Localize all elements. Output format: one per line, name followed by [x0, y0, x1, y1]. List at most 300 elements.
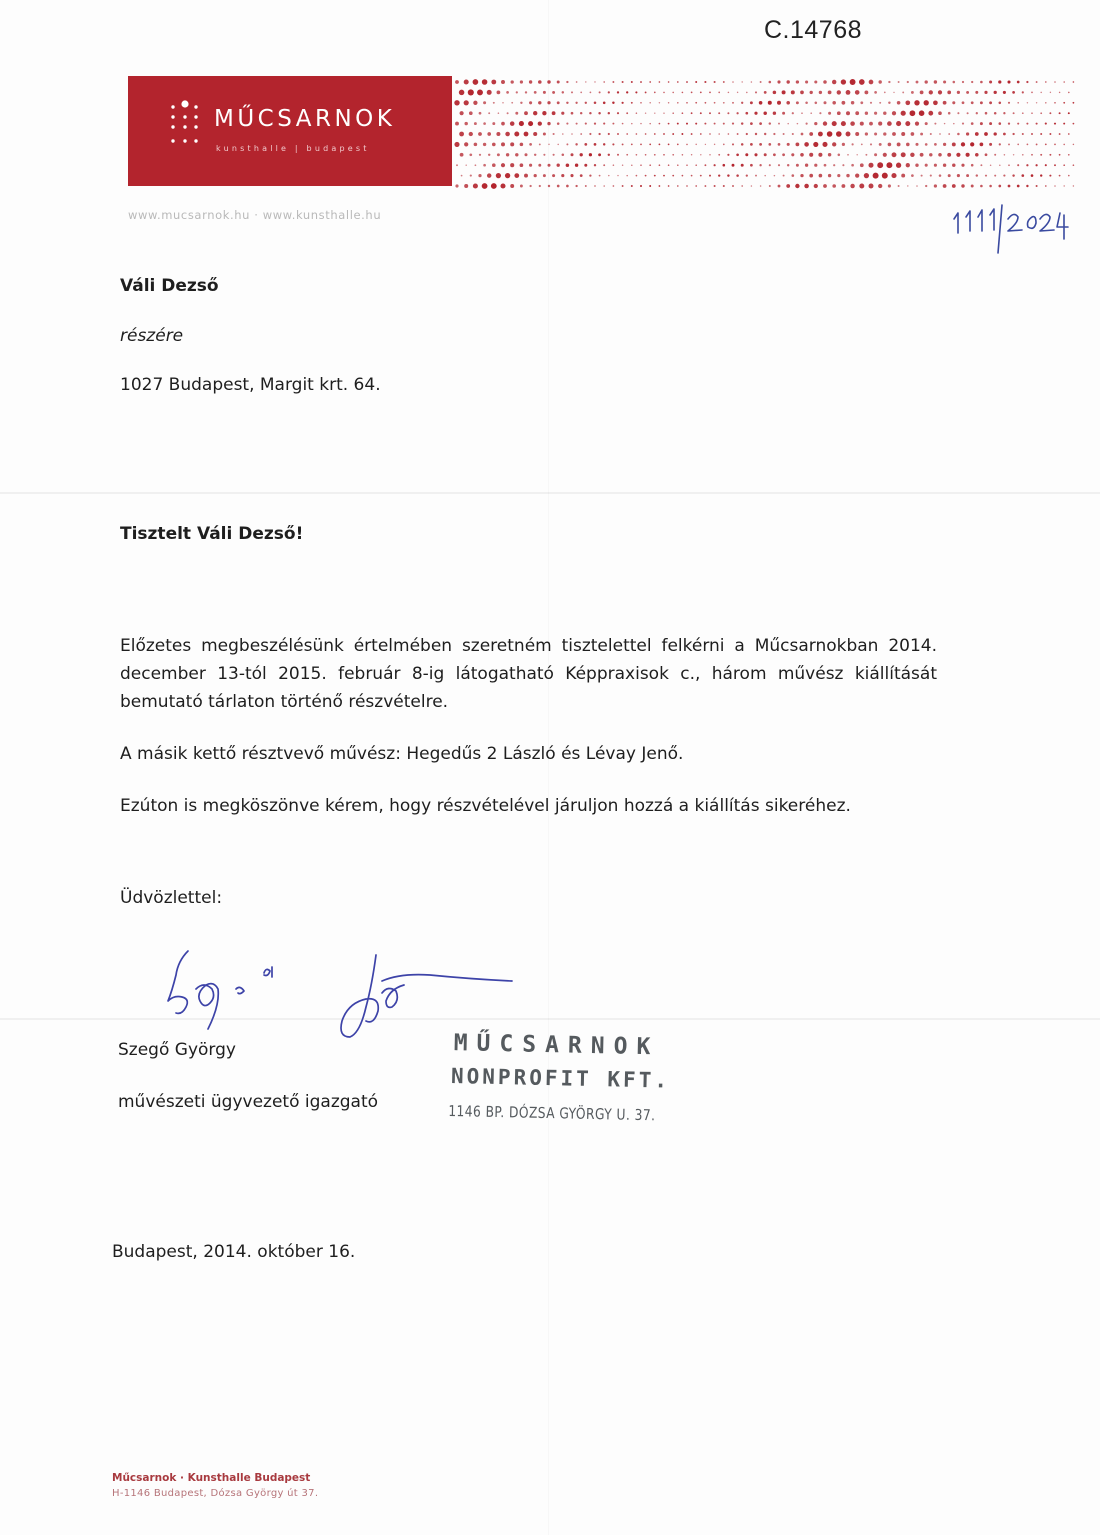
- halftone-dot: [841, 121, 846, 126]
- halftone-dot: [488, 154, 490, 156]
- halftone-dot: [1003, 91, 1006, 94]
- halftone-dot: [608, 175, 609, 176]
- halftone-dot: [547, 80, 550, 83]
- halftone-dot: [943, 80, 946, 83]
- halftone-dot: [906, 163, 910, 167]
- halftone-dot: [888, 81, 890, 83]
- halftone-dot: [1007, 80, 1010, 83]
- halftone-dot: [677, 164, 679, 166]
- halftone-dot: [612, 81, 614, 83]
- halftone-dot: [901, 152, 906, 157]
- halftone-dot: [952, 101, 955, 104]
- halftone-dot: [888, 143, 892, 147]
- halftone-dot: [510, 121, 515, 126]
- halftone-dot: [976, 174, 978, 176]
- halftone-dot: [751, 81, 753, 83]
- halftone-dot: [487, 173, 491, 177]
- halftone-dot: [966, 132, 969, 135]
- body-paragraph-1: Előzetes megbeszélésünk értelmében szeretném tisztelettel felkérni a Műcsarnokban 2014. december 13-tól 2015. február 8-ig látogatható Képpraxisok c., három művész kiállítását bemutató tárlaton történő részvételre.: [120, 636, 937, 712]
- halftone-dot: [809, 153, 813, 157]
- halftone-dot: [838, 154, 841, 157]
- halftone-dot: [640, 185, 642, 187]
- halftone-dot: [824, 101, 827, 104]
- halftone-dot: [1054, 185, 1056, 187]
- letter-date: Budapest, 2014. október 16.: [112, 1242, 356, 1262]
- halftone-dot: [750, 122, 753, 125]
- halftone-dot: [465, 164, 466, 165]
- halftone-dot: [837, 90, 841, 94]
- halftone-dot: [474, 143, 478, 147]
- halftone-dot: [469, 132, 473, 136]
- halftone-dot: [654, 113, 655, 114]
- halftone-dot: [525, 91, 527, 93]
- halftone-dot: [919, 110, 925, 116]
- halftone-dot: [557, 144, 559, 146]
- halftone-dot: [547, 122, 550, 125]
- halftone-dot: [654, 175, 656, 177]
- halftone-dot: [746, 92, 748, 94]
- halftone-dot: [874, 91, 877, 94]
- halftone-dot: [947, 91, 951, 95]
- halftone-dot: [855, 173, 859, 177]
- halftone-dot: [823, 184, 827, 188]
- halftone-dot: [538, 121, 542, 125]
- halftone-dot: [659, 185, 661, 187]
- halftone-dot: [603, 185, 605, 187]
- halftone-dot: [759, 143, 762, 146]
- halftone-dot: [1045, 123, 1047, 125]
- halftone-dot: [878, 184, 882, 188]
- halftone-dot: [691, 92, 693, 94]
- halftone-dot: [686, 81, 688, 83]
- halftone-dot: [901, 174, 905, 178]
- halftone-dot: [677, 123, 679, 125]
- halftone-dot: [649, 185, 651, 187]
- halftone-dot: [971, 185, 974, 188]
- halftone-dot: [925, 185, 927, 187]
- halftone-dot: [864, 90, 868, 94]
- halftone-dot: [1054, 164, 1056, 166]
- halftone-dot: [723, 144, 725, 146]
- halftone-dot: [1031, 133, 1033, 135]
- halftone-dot: [999, 143, 1001, 145]
- halftone-dot: [818, 153, 822, 157]
- halftone-dot: [464, 142, 468, 146]
- halftone-dot: [911, 174, 914, 177]
- halftone-dot: [668, 185, 670, 187]
- halftone-dot: [930, 133, 932, 135]
- halftone-dot: [594, 102, 597, 105]
- halftone-dot: [827, 131, 833, 137]
- halftone-dot: [1022, 91, 1024, 93]
- halftone-dot: [562, 91, 564, 93]
- halftone-dot: [557, 101, 560, 104]
- handwritten-reference-number: [940, 195, 1080, 265]
- halftone-dot: [907, 81, 909, 83]
- halftone-dot: [769, 185, 771, 187]
- halftone-dot: [828, 174, 831, 177]
- halftone-dot: [575, 185, 577, 187]
- halftone-dot: [897, 142, 901, 146]
- halftone-dot: [529, 101, 532, 104]
- halftone-dot: [860, 122, 864, 126]
- halftone-dot: [668, 123, 670, 125]
- halftone-dot: [976, 112, 978, 114]
- halftone-dot: [645, 91, 647, 93]
- halftone-dot: [879, 143, 882, 146]
- halftone-dot: [718, 154, 720, 156]
- halftone-dot: [1017, 81, 1020, 84]
- halftone-dot: [608, 133, 610, 135]
- halftone-dot: [691, 133, 693, 135]
- halftone-dot: [598, 133, 600, 135]
- halftone-dot: [474, 122, 477, 125]
- halftone-dot: [741, 102, 743, 104]
- halftone-dot: [732, 164, 735, 167]
- halftone-dot: [741, 122, 743, 124]
- halftone-dot: [626, 175, 628, 177]
- halftone-dot: [994, 154, 996, 156]
- halftone-dot: [846, 111, 850, 115]
- halftone-dot: [850, 121, 855, 126]
- halftone-dot: [980, 164, 982, 166]
- halftone-dot: [755, 175, 757, 177]
- halftone-dot: [695, 123, 697, 125]
- halftone-dot: [691, 175, 693, 177]
- halftone-dot: [1036, 143, 1038, 145]
- halftone-dot: [1073, 164, 1075, 166]
- halftone-dot: [957, 112, 959, 114]
- halftone-dot: [464, 100, 469, 105]
- halftone-dot: [1073, 185, 1074, 186]
- recipient-name: Váli Dezső: [120, 276, 219, 296]
- halftone-dot: [594, 164, 596, 166]
- halftone-dot: [460, 111, 464, 115]
- halftone-dot: [538, 80, 542, 84]
- halftone-dot: [1063, 81, 1065, 83]
- halftone-dot: [584, 143, 587, 146]
- halftone-dot: [598, 153, 601, 156]
- halftone-dot: [990, 164, 992, 166]
- halftone-dot: [622, 164, 623, 165]
- halftone-dot: [1017, 123, 1019, 125]
- halftone-dot: [842, 143, 845, 146]
- halftone-dot: [514, 173, 519, 178]
- halftone-dot: [649, 164, 651, 166]
- halftone-dot: [984, 132, 988, 136]
- halftone-dot: [860, 101, 863, 104]
- halftone-dot: [828, 91, 832, 95]
- halftone-dot: [1040, 154, 1042, 156]
- halftone-dot: [833, 164, 835, 166]
- halftone-dot: [608, 154, 610, 156]
- halftone-dot: [782, 112, 785, 115]
- halftone-dot: [622, 102, 624, 104]
- halftone-dot: [1068, 92, 1070, 94]
- halftone-dot: [1022, 133, 1024, 135]
- halftone-dot: [934, 143, 937, 146]
- halftone-dot: [520, 143, 524, 147]
- halftone-dot: [566, 163, 570, 167]
- halftone-dot: [700, 175, 702, 177]
- halftone-dot: [809, 174, 813, 178]
- halftone-dot: [529, 185, 531, 187]
- halftone-dot: [783, 133, 785, 135]
- halftone-dot: [905, 121, 910, 126]
- halftone-dot: [939, 133, 941, 135]
- halftone-dot: [510, 163, 514, 167]
- halftone-dot: [636, 112, 638, 114]
- halftone-dot: [612, 143, 614, 145]
- halftone-dot: [645, 154, 647, 156]
- halftone-dot: [1073, 81, 1075, 83]
- halftone-dot: [999, 102, 1002, 105]
- halftone-dot: [768, 143, 771, 146]
- halftone-dot: [850, 184, 854, 188]
- halftone-dot: [898, 185, 900, 187]
- halftone-dot: [668, 164, 670, 166]
- halftone-dot: [832, 101, 836, 105]
- halftone-dot: [914, 100, 919, 105]
- halftone-dot: [454, 142, 459, 147]
- halftone-dot: [764, 175, 766, 177]
- halftone-dot: [571, 133, 573, 135]
- halftone-dot: [654, 92, 656, 94]
- halftone-dot: [1063, 185, 1064, 186]
- halftone-dot: [718, 133, 720, 135]
- halftone-dot: [659, 102, 660, 103]
- halftone-dot: [681, 133, 683, 135]
- halftone-dot: [769, 81, 772, 84]
- halftone-dot: [732, 185, 734, 187]
- halftone-dot: [510, 184, 514, 188]
- halftone-dot: [524, 132, 529, 137]
- halftone-dot: [580, 174, 583, 177]
- halftone-dot: [861, 143, 863, 145]
- halftone-dot: [561, 112, 564, 115]
- halftone-dot: [534, 174, 537, 177]
- halftone-dot: [455, 80, 459, 84]
- halftone-dot: [884, 92, 886, 94]
- halftone-dot: [837, 174, 840, 177]
- halftone-dot: [464, 184, 468, 188]
- halftone-dot: [1040, 174, 1042, 176]
- halftone-dot: [613, 185, 615, 187]
- halftone-dot: [533, 132, 537, 136]
- halftone-dot: [487, 132, 491, 136]
- halftone-dot: [921, 175, 923, 177]
- halftone-dot: [980, 81, 983, 84]
- halftone-dot: [589, 133, 591, 135]
- halftone-dot: [971, 81, 973, 83]
- halftone-dot: [714, 144, 715, 145]
- halftone-dot: [928, 111, 933, 116]
- halftone-dot: [612, 102, 614, 104]
- halftone-dot: [1008, 143, 1010, 145]
- halftone-dot: [557, 81, 560, 84]
- halftone-dot: [589, 174, 591, 176]
- halftone-dot: [1036, 185, 1038, 187]
- halftone-dot: [1040, 92, 1042, 94]
- halftone-dot: [755, 91, 757, 93]
- halftone-dot: [859, 79, 865, 85]
- halftone-dot: [498, 112, 500, 114]
- halftone-dot: [479, 154, 481, 156]
- halftone-dot: [566, 123, 568, 125]
- salutation: Tisztelt Váli Dezső!: [120, 524, 304, 544]
- halftone-dot: [557, 164, 560, 167]
- halftone-dot: [520, 163, 524, 167]
- halftone-dot: [796, 101, 799, 104]
- halftone-dot: [1068, 112, 1070, 114]
- halftone-dot: [613, 164, 615, 166]
- body-paragraph-2: A másik kettő résztvevő művész: Hegedűs 2 László és Lévay Jenő.: [120, 744, 684, 764]
- halftone-dot: [723, 81, 725, 83]
- halftone-dot: [506, 153, 509, 156]
- halftone-dot: [599, 91, 601, 93]
- halftone-dot: [507, 112, 509, 114]
- halftone-dot: [873, 173, 879, 179]
- halftone-dot: [998, 80, 1001, 83]
- halftone-dot: [1063, 123, 1065, 125]
- footer-organization: Műcsarnok · Kunsthalle Budapest: [112, 1472, 311, 1484]
- halftone-dot: [832, 142, 836, 146]
- halftone-dot: [791, 153, 794, 156]
- halftone-dot: [732, 81, 734, 83]
- halftone-dot: [819, 91, 822, 94]
- halftone-dot: [714, 123, 716, 125]
- halftone-dot: [948, 174, 951, 177]
- halftone-dot: [1004, 154, 1006, 156]
- halftone-dot: [952, 184, 956, 188]
- halftone-dot: [989, 185, 992, 188]
- halftone-dot: [454, 100, 459, 105]
- halftone-dot: [773, 133, 775, 135]
- halftone-dot: [483, 122, 486, 125]
- halftone-dot: [769, 122, 771, 124]
- halftone-dot: [580, 133, 582, 135]
- halftone-dot: [459, 132, 464, 137]
- halftone-dot: [496, 173, 501, 178]
- halftone-dot: [952, 142, 956, 146]
- halftone-dot: [461, 175, 463, 177]
- halftone-dot: [728, 133, 730, 135]
- halftone-dot: [1040, 112, 1042, 114]
- halftone-dot: [911, 132, 915, 136]
- halftone-dot: [1026, 123, 1028, 125]
- halftone-dot: [1035, 164, 1037, 166]
- halftone-dot: [886, 162, 892, 168]
- halftone-dot: [888, 184, 891, 187]
- halftone-dot: [455, 184, 458, 187]
- halftone-dot: [723, 123, 725, 125]
- halftone-dot: [806, 123, 808, 125]
- halftone-dot: [533, 111, 537, 115]
- halftone-dot: [640, 81, 642, 83]
- halftone-dot: [975, 153, 979, 157]
- halftone-dot: [686, 144, 688, 146]
- halftone-dot: [773, 91, 777, 95]
- halftone-dot: [966, 153, 970, 157]
- halftone-dot: [1013, 112, 1015, 114]
- halftone-dot: [539, 185, 541, 187]
- halftone-dot: [797, 123, 799, 125]
- halftone-dot: [883, 132, 886, 135]
- halftone-dot: [580, 112, 582, 114]
- halftone-dot: [548, 144, 549, 145]
- halftone-dot: [672, 112, 674, 114]
- halftone-dot: [819, 112, 821, 114]
- halftone-dot: [956, 153, 960, 157]
- halftone-dot: [505, 173, 510, 178]
- halftone-dot: [566, 102, 568, 104]
- halftone-dot: [511, 80, 514, 83]
- halftone-dot: [934, 80, 937, 83]
- halftone-dot: [819, 174, 823, 178]
- halftone-dot: [764, 91, 767, 94]
- halftone-dot: [874, 112, 877, 115]
- halftone-dot: [777, 101, 781, 105]
- halftone-dot: [548, 185, 550, 187]
- halftone-dot: [888, 102, 890, 104]
- halftone-dot: [1022, 154, 1024, 156]
- halftone-dot: [782, 153, 785, 156]
- halftone-dot: [1040, 133, 1042, 135]
- halftone-dot: [631, 123, 633, 125]
- halftone-dot: [896, 121, 901, 126]
- halftone-dot: [682, 112, 684, 114]
- halftone-dot: [538, 101, 541, 104]
- halftone-dot: [566, 185, 569, 188]
- halftone-dot: [1003, 133, 1006, 136]
- halftone-dot: [855, 111, 859, 115]
- halftone-dot: [603, 164, 605, 166]
- halftone-dot: [686, 164, 688, 166]
- halftone-dot: [868, 163, 873, 168]
- halftone-dot: [1008, 164, 1010, 166]
- halftone-dot: [682, 92, 684, 94]
- halftone-dot: [700, 133, 702, 135]
- recipient-address: 1027 Budapest, Margit krt. 64.: [120, 375, 381, 395]
- halftone-dot: [980, 122, 983, 125]
- halftone-dot: [737, 133, 739, 135]
- halftone-dot: [980, 101, 983, 104]
- halftone-dot: [971, 122, 974, 125]
- halftone-dot: [528, 121, 533, 126]
- halftone-dot: [869, 184, 874, 189]
- halftone-dot: [1049, 175, 1051, 177]
- halftone-dot: [668, 81, 670, 83]
- halftone-dot: [538, 164, 541, 167]
- halftone-dot: [814, 122, 817, 125]
- halftone-dot: [524, 111, 528, 115]
- stamp-line-3: 1146 BP. DÓZSA GYÖRGY U. 37.: [448, 1101, 656, 1125]
- halftone-dot: [640, 102, 642, 104]
- halftone-dot: [938, 153, 942, 157]
- halftone-dot: [1021, 174, 1024, 177]
- halftone-dot: [836, 131, 842, 137]
- halftone-dot: [543, 91, 546, 94]
- letterhead-name: MŰCSARNOK: [214, 106, 396, 132]
- halftone-dot: [832, 121, 837, 126]
- halftone-dot: [580, 92, 582, 94]
- halftone-dot: [727, 154, 729, 156]
- halftone-dot: [896, 163, 901, 168]
- halftone-dot: [645, 133, 647, 135]
- halftone-dot: [1017, 164, 1019, 166]
- halftone-dot: [943, 143, 946, 146]
- halftone-dot: [654, 133, 656, 135]
